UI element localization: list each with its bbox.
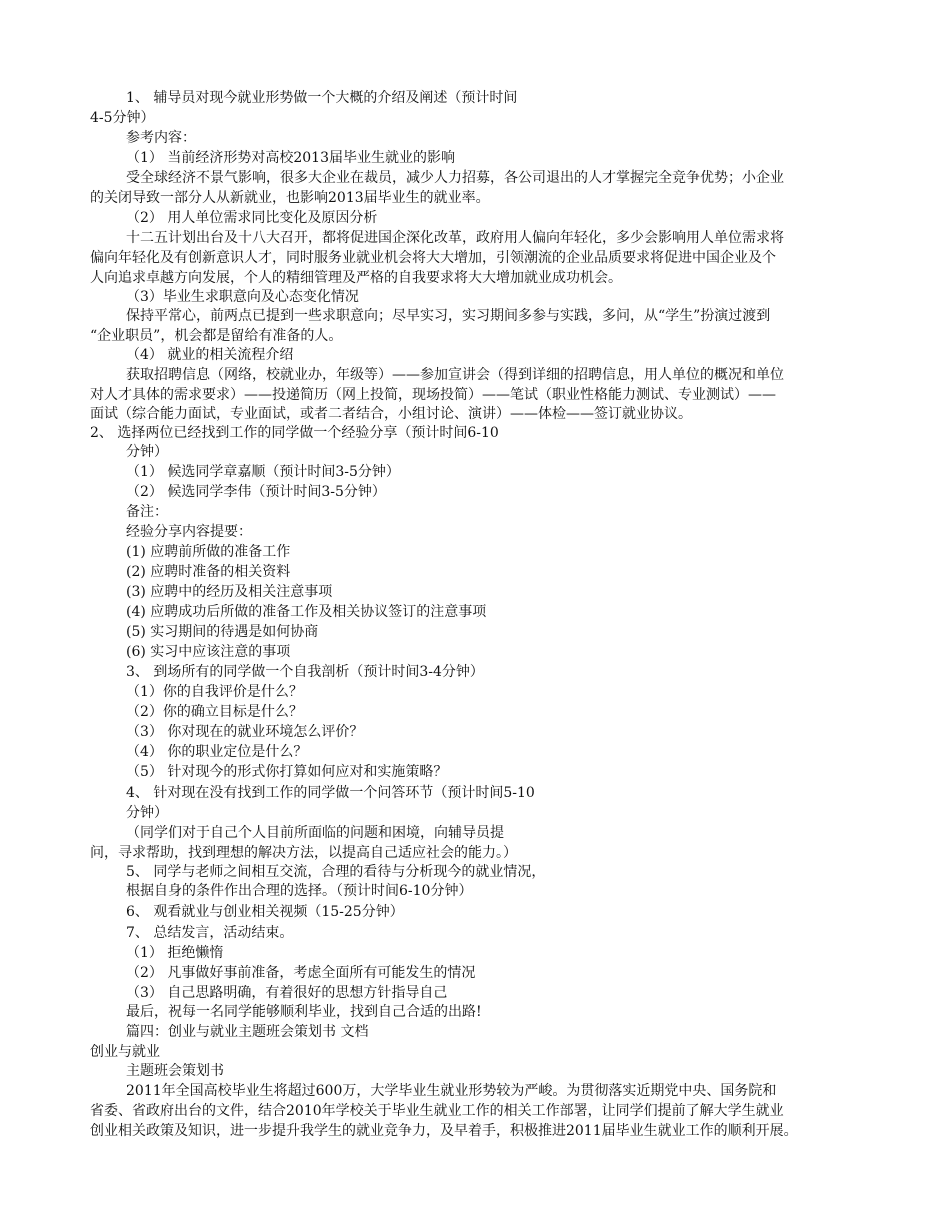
note-label: 备注： (126, 504, 168, 520)
paragraph-line: 人向追求卓越方向发展，个人的精细管理及严格的自我要求将大大增加就业成功机会。 (90, 270, 622, 286)
chapter-title: 篇四：创业与就业主题班会策划书 文档 (126, 1024, 369, 1040)
list-item: （3） 你对现在的就业环境怎么评价？ (126, 724, 364, 740)
paragraph-line: 问，寻求帮助，找到理想的解决方法，以提高自己适应社会的能力。） (90, 845, 517, 861)
list-item: （3） 自己思路明确，有着很好的思想方针指导自己 (126, 985, 448, 1001)
list-item: （1）你的自我评价是什么？ (126, 684, 303, 700)
section-4-heading: 4、 针对现在没有找到工作的同学做一个问答环节（预计时间5-10 (126, 785, 535, 801)
section-1-heading: 1、 辅导员对现今就业形势做一个大概的介绍及阐述（预计时间 (126, 90, 518, 106)
list-item: (4) 应聘成功后所做的准备工作及相关协议签订的注意事项 (126, 604, 487, 620)
section-2-heading-cont: 分钟） (126, 444, 168, 460)
section-5-heading-cont: 根据自身的条件作出合理的选择。（预计时间6-10分钟） (126, 883, 473, 899)
paragraph-line: 受全球经济不景气影响，很多大企业在裁员，减少人力招募，各公司退出的人才掌握完全竞争优势；小企业 (126, 170, 784, 186)
closing-line: 最后，祝每一名同学能够顺利毕业，找到自己合适的出路! (126, 1004, 482, 1020)
section-5-heading: 5、 同学与老师之间相互交流，合理的看待与分析现今的就业情况， (126, 864, 546, 880)
list-item: （4） 你的职业定位是什么？ (126, 744, 308, 760)
list-item: （2）你的确立目标是什么？ (126, 704, 303, 720)
paragraph-line: （同学们对于自己个人目前所面临的问题和困境，向辅导员提 (126, 825, 504, 841)
list-item: (6) 实习中应该注意的事项 (126, 644, 291, 660)
paragraph-line: 创业相关政策及知识，进一步提升我学生的就业竞争力，及早着手，积极推进2011届毕业生就业工作的顺利开展。 (90, 1123, 798, 1139)
section-7-heading: 7、 总结发言，活动结束。 (126, 925, 294, 941)
doc-title: 创业与就业 (90, 1044, 160, 1060)
paragraph-line: 保持平常心，前两点已提到一些求职意向；尽早实习，实习期间多参与实践，多问，从“学生”扮演过渡到 (126, 308, 771, 324)
list-item: （1） 拒绝懒惰 (126, 945, 224, 961)
paragraph-line: 的关闭导致一部分人从新就业，也影响2013届毕业生的就业率。 (90, 190, 490, 206)
section-4-heading-cont: 分钟） (126, 805, 168, 821)
subheading-4: （4） 就业的相关流程介绍 (126, 347, 294, 363)
list-item: (3) 应聘中的经历及相关注意事项 (126, 584, 333, 600)
paragraph-line: 2011年全国高校毕业生将超过600万，大学毕业生就业形势较为严峻。为贯彻落实近期党中央、国务院和 (126, 1083, 777, 1099)
list-item: （2） 候选同学李伟（预计时间3-5分钟） (126, 484, 386, 500)
list-item: (5) 实习期间的待遇是如何协商 (126, 624, 319, 640)
list-item: (2) 应聘时准备的相关资料 (126, 564, 291, 580)
subheading-3: （3）毕业生求职意向及心态变化情况 (126, 289, 359, 305)
list-item: （5） 针对现今的形式你打算如何应对和实施策略？ (126, 764, 448, 780)
subheading-1: （1） 当前经济形势对高校2013届毕业生就业的影响 (126, 150, 455, 166)
paragraph-line: 对人才具体的需求要求）——投递简历（网上投简，现场投简）——笔试（职业性格能力测试、专业测试）—— (90, 387, 776, 403)
paragraph-line: 省委、省政府出台的文件，结合2010年学校关于毕业生就业工作的相关工作部署，让同学们提前了解大学生就业 (90, 1103, 784, 1119)
paragraph-line: “企业职员”，机会都是留给有准备的人。 (90, 328, 343, 344)
doc-subtitle: 主题班会策划书 (126, 1063, 224, 1079)
paragraph-line: 获取招聘信息（网络，校就业办，年级等）——参加宣讲会（得到详细的招聘信息，用人单位的概况和单位 (126, 367, 784, 383)
paragraph-line: 面试（综合能力面试，专业面试，或者二者结合，小组讨论、演讲）——体检——签订就业协议。 (90, 406, 692, 422)
section-6-heading: 6、 观看就业与创业相关视频（15-25分钟） (126, 904, 404, 920)
outline-label: 经验分享内容提要： (126, 524, 252, 540)
subheading-2: （2） 用人单位需求同比变化及原因分析 (126, 210, 378, 226)
paragraph-line: 偏向年轻化及有创新意识人才，同时服务业就业机会将大大增加，引领潮流的企业品质要求将促进中国企业及个 (90, 250, 776, 266)
section-3-heading: 3、 到场所有的同学做一个自我剖析（预计时间3-4分钟） (126, 664, 484, 680)
list-item: （2） 凡事做好事前准备，考虑全面所有可能发生的情况 (126, 965, 476, 981)
paragraph-line: 十二五计划出台及十八大召开，都将促进国企深化改革，政府用人偏向年轻化，多少会影响用人单位需求将 (126, 230, 784, 246)
reference-label: 参考内容： (126, 130, 196, 146)
list-item: （1） 候选同学章嘉顺（预计时间3-5分钟） (126, 464, 400, 480)
list-item: (1) 应聘前所做的准备工作 (126, 544, 291, 560)
section-1-heading-cont: 4-5分钟） (90, 110, 155, 126)
section-2-heading: 2、 选择两位已经找到工作的同学做一个经验分享（预计时间6-10 (90, 425, 499, 441)
